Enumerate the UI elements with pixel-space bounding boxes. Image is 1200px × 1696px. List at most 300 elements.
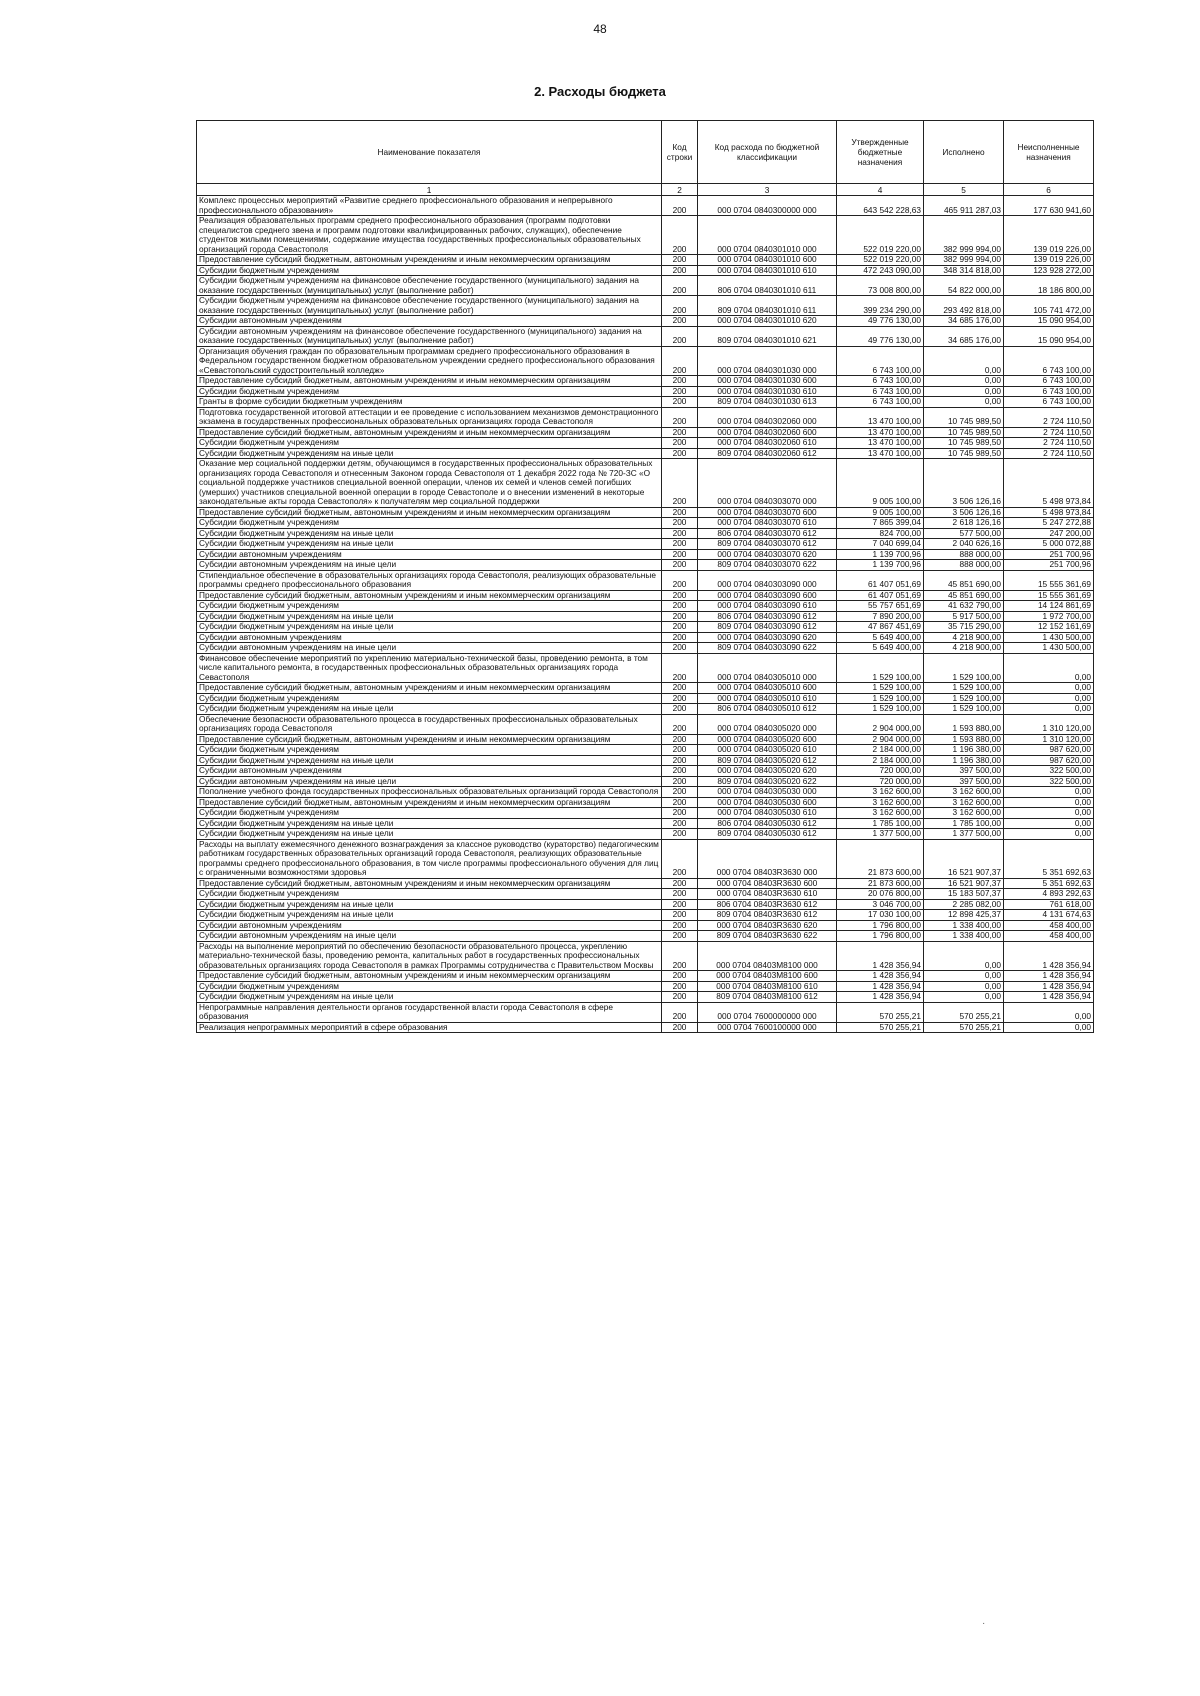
row-executed-amount: 15 183 507,37 xyxy=(924,889,1004,900)
row-approved-amount: 73 008 800,00 xyxy=(837,276,924,296)
row-classification-code: 809 0704 0840301010 611 xyxy=(698,296,837,316)
row-name: Гранты в форме субсидии бюджетным учреждениям xyxy=(197,397,662,408)
row-classification-code: 000 0704 7600000000 000 xyxy=(698,1002,837,1022)
table-row xyxy=(197,216,1094,255)
row-unexecuted-amount: 0,00 xyxy=(1004,683,1094,694)
header-name: Наименование показателя xyxy=(197,121,662,184)
row-classification-code: 000 0704 0840302060 600 xyxy=(698,427,837,438)
row-approved-amount: 1 529 100,00 xyxy=(837,693,924,704)
row-executed-amount: 397 500,00 xyxy=(924,766,1004,777)
table-row xyxy=(197,459,1094,508)
row-name: Субсидии автономным учреждениям на иные цели xyxy=(197,643,662,654)
row-line-code: 200 xyxy=(662,981,698,992)
row-approved-amount: 1 139 700,96 xyxy=(837,549,924,560)
row-unexecuted-amount: 5 498 973,84 xyxy=(1004,507,1094,518)
row-line-code: 200 xyxy=(662,632,698,643)
row-unexecuted-amount: 1 428 356,94 xyxy=(1004,981,1094,992)
row-approved-amount: 399 234 290,00 xyxy=(837,296,924,316)
row-line-code: 200 xyxy=(662,745,698,756)
row-executed-amount: 16 521 907,37 xyxy=(924,839,1004,878)
row-classification-code: 809 0704 08403M8100 612 xyxy=(698,992,837,1003)
table-row xyxy=(197,196,1094,216)
row-classification-code: 806 0704 0840305010 612 xyxy=(698,704,837,715)
row-unexecuted-amount: 15 090 954,00 xyxy=(1004,316,1094,327)
row-name: Субсидии бюджетным учреждениям xyxy=(197,438,662,449)
row-executed-amount: 1 593 880,00 xyxy=(924,734,1004,745)
row-approved-amount: 6 743 100,00 xyxy=(837,346,924,376)
row-executed-amount: 45 851 690,00 xyxy=(924,590,1004,601)
row-line-code: 200 xyxy=(662,427,698,438)
row-classification-code: 000 0704 0840303070 600 xyxy=(698,507,837,518)
row-name: Субсидии автономным учреждениям xyxy=(197,632,662,643)
row-unexecuted-amount: 987 620,00 xyxy=(1004,745,1094,756)
row-executed-amount: 0,00 xyxy=(924,346,1004,376)
row-name: Реализация непрограммных мероприятий в сфере образования xyxy=(197,1022,662,1033)
row-approved-amount: 49 776 130,00 xyxy=(837,326,924,346)
row-classification-code: 000 0704 0840301030 000 xyxy=(698,346,837,376)
row-name: Предоставление субсидий бюджетным, автономным учреждениям и иным некоммерческим организациям xyxy=(197,590,662,601)
row-classification-code: 000 0704 0840301010 600 xyxy=(698,255,837,266)
row-line-code: 200 xyxy=(662,755,698,766)
row-classification-code: 806 0704 0840305030 612 xyxy=(698,818,837,829)
row-name: Субсидии автономным учреждениям на финансовое обеспечение государственного (муниципального) задания на оказание государственных (муниципальных) услуг (выполнение работ) xyxy=(197,326,662,346)
row-line-code: 200 xyxy=(662,818,698,829)
row-unexecuted-amount: 2 724 110,50 xyxy=(1004,427,1094,438)
row-name: Предоставление субсидий бюджетным, автономным учреждениям и иным некоммерческим организациям xyxy=(197,376,662,387)
row-executed-amount: 4 218 900,00 xyxy=(924,632,1004,643)
row-line-code: 200 xyxy=(662,438,698,449)
row-classification-code: 809 0704 0840301010 621 xyxy=(698,326,837,346)
row-name: Предоставление субсидий бюджетным, автономным учреждениям и иным некоммерческим организациям xyxy=(197,797,662,808)
row-name: Субсидии автономным учреждениям xyxy=(197,920,662,931)
row-line-code: 200 xyxy=(662,941,698,971)
row-executed-amount: 570 255,21 xyxy=(924,1002,1004,1022)
row-executed-amount: 35 715 290,00 xyxy=(924,622,1004,633)
row-executed-amount: 293 492 818,00 xyxy=(924,296,1004,316)
row-line-code: 200 xyxy=(662,1022,698,1033)
row-unexecuted-amount: 1 310 120,00 xyxy=(1004,714,1094,734)
row-name: Субсидии бюджетным учреждениям на финансовое обеспечение государственного (муниципального) задания на оказание государственных (муниципальных) услуг (выполнение работ) xyxy=(197,296,662,316)
row-unexecuted-amount: 0,00 xyxy=(1004,818,1094,829)
row-unexecuted-amount: 251 700,96 xyxy=(1004,549,1094,560)
row-line-code: 200 xyxy=(662,787,698,798)
table-row xyxy=(197,539,1094,550)
row-executed-amount: 570 255,21 xyxy=(924,1022,1004,1033)
row-unexecuted-amount: 458 400,00 xyxy=(1004,920,1094,931)
column-number: 3 xyxy=(698,184,837,196)
table-row xyxy=(197,899,1094,910)
row-name: Финансовое обеспечение мероприятий по укреплению материально-технической базы, проведению ремонта, в том числе капитального ремонта, в государственных профессиональных образовательных организациях города Севастополя xyxy=(197,653,662,683)
table-row xyxy=(197,829,1094,840)
table-row xyxy=(197,808,1094,819)
column-number-row xyxy=(197,184,1094,196)
row-unexecuted-amount: 177 630 941,60 xyxy=(1004,196,1094,216)
table-row xyxy=(197,448,1094,459)
row-unexecuted-amount: 139 019 226,00 xyxy=(1004,216,1094,255)
row-name: Реализация образовательных программ среднего профессионального образования (программ подготовки специалистов среднего звена и программ подготовки квалифицированных рабочих, служащих), обеспечение студентов жилыми помещениями, содержание имущества государственных профессиональных образовательных организаций города Севастополя xyxy=(197,216,662,255)
row-approved-amount: 49 776 130,00 xyxy=(837,316,924,327)
row-classification-code: 000 0704 0840302060 000 xyxy=(698,407,837,427)
table-row xyxy=(197,920,1094,931)
row-executed-amount: 0,00 xyxy=(924,376,1004,387)
row-line-code: 200 xyxy=(662,611,698,622)
header-classification-code: Код расхода по бюджетной классификации xyxy=(698,121,837,184)
row-line-code: 200 xyxy=(662,326,698,346)
row-name: Субсидии бюджетным учреждениям на иные цели xyxy=(197,528,662,539)
row-classification-code: 806 0704 0840303070 612 xyxy=(698,528,837,539)
row-executed-amount: 34 685 176,00 xyxy=(924,326,1004,346)
row-approved-amount: 522 019 220,00 xyxy=(837,216,924,255)
row-approved-amount: 3 162 600,00 xyxy=(837,797,924,808)
row-name: Расходы на выполнение мероприятий по обеспечению безопасности образовательного процесса, укреплению материально-технической базы, проведению ремонта, капитальных работ в государственных профессиональных образовательных организациях города Севастополя в рамках Программы сотрудничества с Правительством Москвы xyxy=(197,941,662,971)
row-executed-amount: 54 822 000,00 xyxy=(924,276,1004,296)
row-name: Предоставление субсидий бюджетным, автономным учреждениям и иным некоммерческим организациям xyxy=(197,255,662,266)
row-unexecuted-amount: 15 555 361,69 xyxy=(1004,590,1094,601)
table-row xyxy=(197,560,1094,571)
row-approved-amount: 17 030 100,00 xyxy=(837,910,924,921)
row-name: Субсидии бюджетным учреждениям на иные цели xyxy=(197,829,662,840)
row-line-code: 200 xyxy=(662,346,698,376)
row-classification-code: 000 0704 08403R3630 620 xyxy=(698,920,837,931)
table-row xyxy=(197,427,1094,438)
row-classification-code: 000 0704 0840303090 000 xyxy=(698,570,837,590)
table-row xyxy=(197,397,1094,408)
row-classification-code: 000 0704 0840301010 610 xyxy=(698,265,837,276)
row-line-code: 200 xyxy=(662,931,698,942)
row-classification-code: 000 0704 0840301010 620 xyxy=(698,316,837,327)
row-classification-code: 000 0704 08403M8100 600 xyxy=(698,971,837,982)
row-classification-code: 809 0704 08403R3630 622 xyxy=(698,931,837,942)
table-row xyxy=(197,265,1094,276)
row-executed-amount: 3 506 126,16 xyxy=(924,459,1004,508)
row-approved-amount: 2 904 000,00 xyxy=(837,714,924,734)
row-approved-amount: 3 162 600,00 xyxy=(837,787,924,798)
row-executed-amount: 2 618 126,16 xyxy=(924,518,1004,529)
row-approved-amount: 1 529 100,00 xyxy=(837,653,924,683)
row-executed-amount: 348 314 818,00 xyxy=(924,265,1004,276)
table-row xyxy=(197,797,1094,808)
row-approved-amount: 570 255,21 xyxy=(837,1002,924,1022)
row-approved-amount: 720 000,00 xyxy=(837,766,924,777)
row-executed-amount: 1 196 380,00 xyxy=(924,745,1004,756)
row-unexecuted-amount: 247 200,00 xyxy=(1004,528,1094,539)
row-classification-code: 000 0704 0840305030 610 xyxy=(698,808,837,819)
row-unexecuted-amount: 5 000 072,88 xyxy=(1004,539,1094,550)
row-unexecuted-amount: 0,00 xyxy=(1004,787,1094,798)
row-approved-amount: 6 743 100,00 xyxy=(837,386,924,397)
table-row xyxy=(197,653,1094,683)
row-approved-amount: 1 428 356,94 xyxy=(837,992,924,1003)
row-unexecuted-amount: 105 741 472,00 xyxy=(1004,296,1094,316)
row-classification-code: 000 0704 0840301030 610 xyxy=(698,386,837,397)
table-row xyxy=(197,889,1094,900)
row-unexecuted-amount: 0,00 xyxy=(1004,1022,1094,1033)
table-row xyxy=(197,745,1094,756)
row-line-code: 200 xyxy=(662,878,698,889)
row-unexecuted-amount: 18 186 800,00 xyxy=(1004,276,1094,296)
table-row xyxy=(197,376,1094,387)
row-name: Обеспечение безопасности образовательного процесса в государственных профессиональных образовательных организациях города Севастополя xyxy=(197,714,662,734)
row-executed-amount: 3 162 600,00 xyxy=(924,808,1004,819)
row-line-code: 200 xyxy=(662,518,698,529)
table-row xyxy=(197,1022,1094,1033)
row-executed-amount: 3 506 126,16 xyxy=(924,507,1004,518)
row-classification-code: 000 0704 0840305020 620 xyxy=(698,766,837,777)
row-approved-amount: 2 184 000,00 xyxy=(837,755,924,766)
row-classification-code: 000 0704 0840303070 000 xyxy=(698,459,837,508)
row-unexecuted-amount: 4 893 292,63 xyxy=(1004,889,1094,900)
row-line-code: 200 xyxy=(662,528,698,539)
row-approved-amount: 2 904 000,00 xyxy=(837,734,924,745)
row-unexecuted-amount: 251 700,96 xyxy=(1004,560,1094,571)
table-row xyxy=(197,714,1094,734)
table-row xyxy=(197,941,1094,971)
row-line-code: 200 xyxy=(662,276,698,296)
row-executed-amount: 10 745 989,50 xyxy=(924,407,1004,427)
row-name: Субсидии бюджетным учреждениям на иные цели xyxy=(197,992,662,1003)
row-name: Оказание мер социальной поддержки детям, обучающимся в государственных профессиональных образовательных организациях города Севастополя и отнесенным Законом города Севастополя от 1 декабря 2022 года № 720-ЗС «О социальной поддержке участников специальной военной операции, членов их семей и членов семей погибших (умерших) участников специальной военной операции в городе Севастополе и о внесении изменений в некоторые законодательные акты города Севастополя» к получателям мер социальной поддержки xyxy=(197,459,662,508)
row-unexecuted-amount: 12 152 161,69 xyxy=(1004,622,1094,633)
header-line-code: Код строки xyxy=(662,121,698,184)
row-unexecuted-amount: 14 124 861,69 xyxy=(1004,601,1094,612)
row-executed-amount: 45 851 690,00 xyxy=(924,570,1004,590)
row-approved-amount: 570 255,21 xyxy=(837,1022,924,1033)
row-approved-amount: 47 867 451,69 xyxy=(837,622,924,633)
row-executed-amount: 0,00 xyxy=(924,992,1004,1003)
row-name: Предоставление субсидий бюджетным, автономным учреждениям и иным некоммерческим организациям xyxy=(197,427,662,438)
row-name: Предоставление субсидий бюджетным, автономным учреждениям и иным некоммерческим организациям xyxy=(197,878,662,889)
row-approved-amount: 5 649 400,00 xyxy=(837,643,924,654)
row-line-code: 200 xyxy=(662,570,698,590)
row-name: Субсидии бюджетным учреждениям xyxy=(197,981,662,992)
row-name: Субсидии автономным учреждениям на иные цели xyxy=(197,776,662,787)
table-row xyxy=(197,931,1094,942)
row-approved-amount: 13 470 100,00 xyxy=(837,427,924,438)
budget-expenses-table xyxy=(196,120,1094,1033)
row-classification-code: 809 0704 0840303070 622 xyxy=(698,560,837,571)
table-row xyxy=(197,878,1094,889)
table-row xyxy=(197,255,1094,266)
row-approved-amount: 6 743 100,00 xyxy=(837,376,924,387)
table-row xyxy=(197,570,1094,590)
table-row xyxy=(197,818,1094,829)
row-approved-amount: 13 470 100,00 xyxy=(837,448,924,459)
row-classification-code: 000 0704 0840305010 610 xyxy=(698,693,837,704)
table-row xyxy=(197,611,1094,622)
row-name: Непрограммные направления деятельности органов государственной власти города Севастополя в сфере образования xyxy=(197,1002,662,1022)
row-classification-code: 000 0704 0840303090 620 xyxy=(698,632,837,643)
row-executed-amount: 5 917 500,00 xyxy=(924,611,1004,622)
row-line-code: 200 xyxy=(662,622,698,633)
row-name: Субсидии автономным учреждениям xyxy=(197,766,662,777)
row-classification-code: 000 0704 0840302060 610 xyxy=(698,438,837,449)
row-name: Субсидии бюджетным учреждениям на иные цели xyxy=(197,755,662,766)
row-classification-code: 809 0704 0840305030 612 xyxy=(698,829,837,840)
row-line-code: 200 xyxy=(662,459,698,508)
row-executed-amount: 41 632 790,00 xyxy=(924,601,1004,612)
row-approved-amount: 7 040 699,04 xyxy=(837,539,924,550)
row-line-code: 200 xyxy=(662,560,698,571)
row-name: Субсидии бюджетным учреждениям xyxy=(197,889,662,900)
table-row xyxy=(197,316,1094,327)
row-executed-amount: 3 162 600,00 xyxy=(924,787,1004,798)
row-name: Субсидии бюджетным учреждениям xyxy=(197,518,662,529)
row-approved-amount: 61 407 051,69 xyxy=(837,570,924,590)
row-executed-amount: 10 745 989,50 xyxy=(924,438,1004,449)
row-name: Субсидии бюджетным учреждениям xyxy=(197,601,662,612)
table-row xyxy=(197,776,1094,787)
row-unexecuted-amount: 0,00 xyxy=(1004,797,1094,808)
table-row xyxy=(197,787,1094,798)
document-title: 2. Расходы бюджета xyxy=(534,84,666,99)
row-executed-amount: 1 593 880,00 xyxy=(924,714,1004,734)
row-name: Субсидии бюджетным учреждениям xyxy=(197,808,662,819)
row-unexecuted-amount: 4 131 674,63 xyxy=(1004,910,1094,921)
row-approved-amount: 1 139 700,96 xyxy=(837,560,924,571)
row-executed-amount: 1 338 400,00 xyxy=(924,920,1004,931)
row-unexecuted-amount: 987 620,00 xyxy=(1004,755,1094,766)
row-unexecuted-amount: 6 743 100,00 xyxy=(1004,376,1094,387)
row-unexecuted-amount: 5 247 272,88 xyxy=(1004,518,1094,529)
row-executed-amount: 2 285 082,00 xyxy=(924,899,1004,910)
row-classification-code: 000 0704 7600100000 000 xyxy=(698,1022,837,1033)
table-body xyxy=(197,196,1094,1033)
row-unexecuted-amount: 1 428 356,94 xyxy=(1004,971,1094,982)
table-row xyxy=(197,704,1094,715)
row-line-code: 200 xyxy=(662,1002,698,1022)
row-unexecuted-amount: 6 743 100,00 xyxy=(1004,386,1094,397)
row-unexecuted-amount: 5 498 973,84 xyxy=(1004,459,1094,508)
row-executed-amount: 577 500,00 xyxy=(924,528,1004,539)
row-classification-code: 000 0704 0840305020 600 xyxy=(698,734,837,745)
row-line-code: 200 xyxy=(662,704,698,715)
row-executed-amount: 3 162 600,00 xyxy=(924,797,1004,808)
row-line-code: 200 xyxy=(662,734,698,745)
row-executed-amount: 1 529 100,00 xyxy=(924,683,1004,694)
row-approved-amount: 1 428 356,94 xyxy=(837,941,924,971)
row-classification-code: 809 0704 0840305020 622 xyxy=(698,776,837,787)
row-name: Субсидии бюджетным учреждениям на иные цели xyxy=(197,818,662,829)
row-unexecuted-amount: 0,00 xyxy=(1004,1002,1094,1022)
row-unexecuted-amount: 1 430 500,00 xyxy=(1004,632,1094,643)
row-classification-code: 000 0704 0840305030 600 xyxy=(698,797,837,808)
row-line-code: 200 xyxy=(662,643,698,654)
table-row xyxy=(197,326,1094,346)
row-unexecuted-amount: 0,00 xyxy=(1004,653,1094,683)
row-approved-amount: 7 865 399,04 xyxy=(837,518,924,529)
row-unexecuted-amount: 322 500,00 xyxy=(1004,776,1094,787)
row-name: Стипендиальное обеспечение в образовательных организациях города Севастополя, реализующих образовательные программы среднего профессионального образования xyxy=(197,570,662,590)
row-approved-amount: 7 890 200,00 xyxy=(837,611,924,622)
table-row xyxy=(197,643,1094,654)
row-executed-amount: 1 196 380,00 xyxy=(924,755,1004,766)
row-unexecuted-amount: 2 724 110,50 xyxy=(1004,438,1094,449)
row-line-code: 200 xyxy=(662,839,698,878)
table-row xyxy=(197,766,1094,777)
row-line-code: 200 xyxy=(662,196,698,216)
row-line-code: 200 xyxy=(662,889,698,900)
row-name: Подготовка государственной итоговой аттестации и ее проведение с использованием механизмов демонстрационного экзамена в государственных профессиональных образовательных организациях города Севастополя xyxy=(197,407,662,427)
row-classification-code: 000 0704 08403M8100 000 xyxy=(698,941,837,971)
row-executed-amount: 4 218 900,00 xyxy=(924,643,1004,654)
row-name: Субсидии бюджетным учреждениям xyxy=(197,386,662,397)
row-line-code: 200 xyxy=(662,397,698,408)
row-name: Субсидии автономным учреждениям xyxy=(197,316,662,327)
row-approved-amount: 3 162 600,00 xyxy=(837,808,924,819)
row-classification-code: 809 0704 0840303090 612 xyxy=(698,622,837,633)
row-line-code: 200 xyxy=(662,653,698,683)
table-row xyxy=(197,276,1094,296)
table-row xyxy=(197,693,1094,704)
row-name: Пополнение учебного фонда государственных профессиональных образовательных организаций города Севастополя xyxy=(197,787,662,798)
row-executed-amount: 1 529 100,00 xyxy=(924,653,1004,683)
table-row xyxy=(197,1002,1094,1022)
row-line-code: 200 xyxy=(662,992,698,1003)
row-unexecuted-amount: 1 428 356,94 xyxy=(1004,941,1094,971)
row-classification-code: 000 0704 0840303070 620 xyxy=(698,549,837,560)
row-executed-amount: 10 745 989,50 xyxy=(924,448,1004,459)
row-executed-amount: 0,00 xyxy=(924,386,1004,397)
row-name: Субсидии бюджетным учреждениям на иные цели xyxy=(197,910,662,921)
row-line-code: 200 xyxy=(662,407,698,427)
row-classification-code: 000 0704 08403R3630 600 xyxy=(698,878,837,889)
row-name: Организация обучения граждан по образовательным программам среднего профессионального образования в Федеральном государственном бюджетном образовательном учреждении среднего профессионального образования «Севастопольский судостроительный колледж» xyxy=(197,346,662,376)
row-line-code: 200 xyxy=(662,549,698,560)
table-row xyxy=(197,622,1094,633)
row-approved-amount: 472 243 090,00 xyxy=(837,265,924,276)
row-classification-code: 000 0704 0840305020 610 xyxy=(698,745,837,756)
row-line-code: 200 xyxy=(662,216,698,255)
row-classification-code: 809 0704 0840305020 612 xyxy=(698,755,837,766)
row-executed-amount: 16 521 907,37 xyxy=(924,878,1004,889)
row-classification-code: 000 0704 0840305010 600 xyxy=(698,683,837,694)
row-line-code: 200 xyxy=(662,316,698,327)
row-approved-amount: 6 743 100,00 xyxy=(837,397,924,408)
row-line-code: 200 xyxy=(662,714,698,734)
row-line-code: 200 xyxy=(662,683,698,694)
row-approved-amount: 1 785 100,00 xyxy=(837,818,924,829)
row-name: Предоставление субсидий бюджетным, автономным учреждениям и иным некоммерческим организациям xyxy=(197,734,662,745)
row-classification-code: 000 0704 0840301030 600 xyxy=(698,376,837,387)
table-row xyxy=(197,407,1094,427)
row-name: Субсидии автономным учреждениям xyxy=(197,549,662,560)
row-classification-code: 000 0704 08403R3630 610 xyxy=(698,889,837,900)
row-executed-amount: 1 529 100,00 xyxy=(924,704,1004,715)
row-name: Субсидии бюджетным учреждениям xyxy=(197,265,662,276)
table-row xyxy=(197,438,1094,449)
row-unexecuted-amount: 322 500,00 xyxy=(1004,766,1094,777)
row-unexecuted-amount: 15 555 361,69 xyxy=(1004,570,1094,590)
row-executed-amount: 0,00 xyxy=(924,397,1004,408)
row-name: Субсидии бюджетным учреждениям на иные цели xyxy=(197,539,662,550)
row-classification-code: 809 0704 08403R3630 612 xyxy=(698,910,837,921)
row-line-code: 200 xyxy=(662,590,698,601)
row-classification-code: 000 0704 0840303090 610 xyxy=(698,601,837,612)
row-approved-amount: 720 000,00 xyxy=(837,776,924,787)
row-name: Расходы на выплату ежемесячного денежного вознаграждения за классное руководство (кураторство) педагогическим работникам государственных образовательных организаций города Севастополя, реализующих образовательные программы среднего профессионального образования, в том числе программы профессионального обучения для лиц с ограниченными возможностями здоровья xyxy=(197,839,662,878)
row-unexecuted-amount: 0,00 xyxy=(1004,704,1094,715)
row-executed-amount: 888 000,00 xyxy=(924,560,1004,571)
row-line-code: 200 xyxy=(662,776,698,787)
row-approved-amount: 1 377 500,00 xyxy=(837,829,924,840)
page-number: 48 xyxy=(593,22,607,36)
table-row xyxy=(197,590,1094,601)
column-number: 5 xyxy=(924,184,1004,196)
row-line-code: 200 xyxy=(662,265,698,276)
row-approved-amount: 643 542 228,63 xyxy=(837,196,924,216)
header-executed: Исполнено xyxy=(924,121,1004,184)
row-classification-code: 806 0704 08403R3630 612 xyxy=(698,899,837,910)
